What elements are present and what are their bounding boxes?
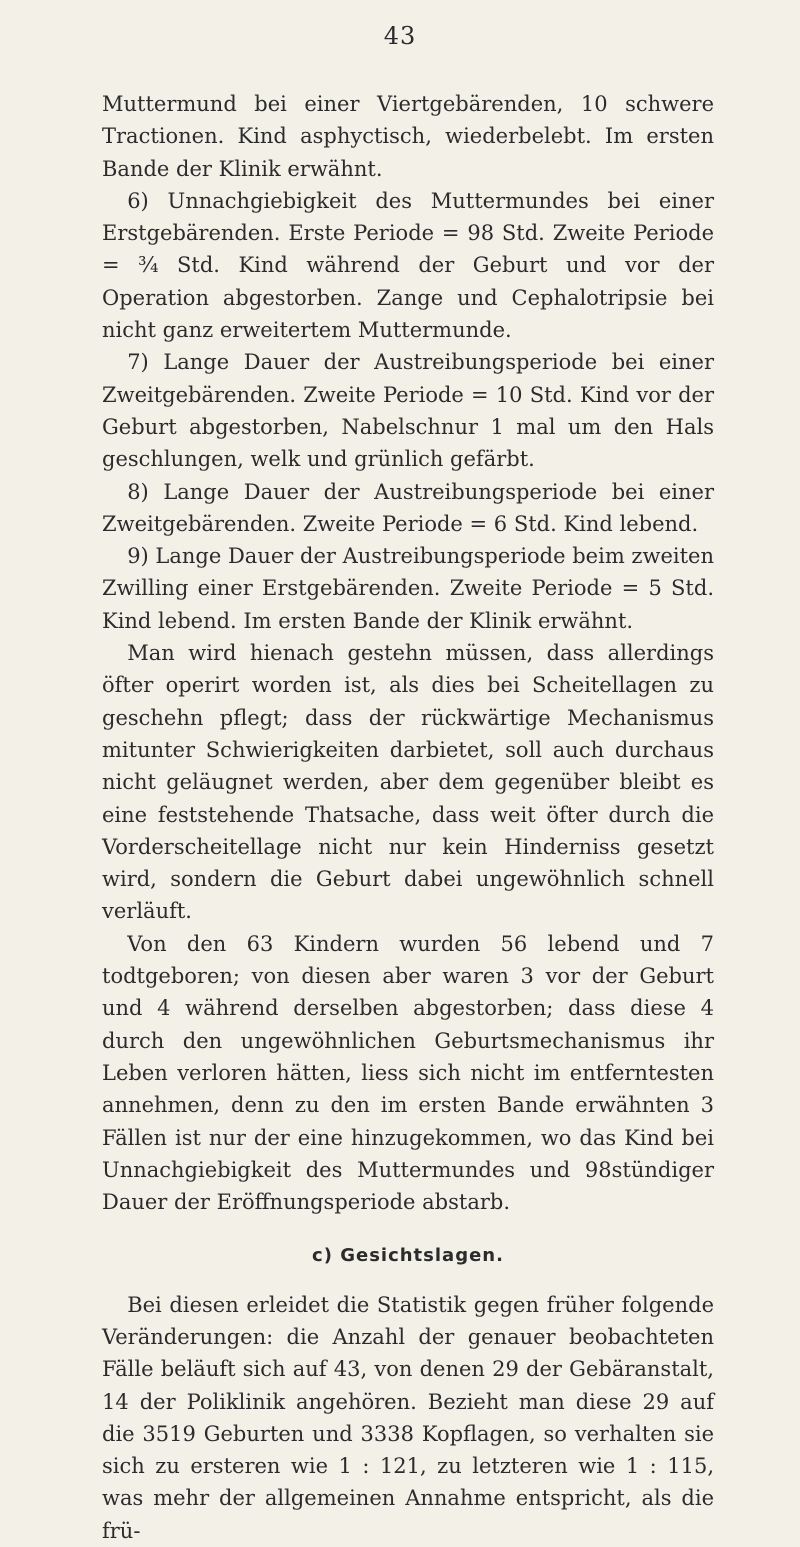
paragraph-outcomes: Von den 63 Kindern wurden 56 lebend und 7 todtgeboren; von diesen aber waren 3 vor der Geburt und 4 während derselben abgestorben; dass diese 4 durch den ungewöhnlichen Geburtsmechanismus ihr Leben verloren hätten, liess sich nicht im entferntesten annehmen, denn zu den im ersten Bande erwähnten 3 Fällen ist nur der eine hinzugekommen, wo das Kind bei Unnachgiebigkeit des Muttermundes und 98stündiger Dauer der Eröffnungsperiode abstarb. [102,931,714,1215]
body-text [102,88,714,1547]
paragraph-case-7: 7) Lange Dauer der Austreibungsperiode bei einer Zweitgebärenden. Zweite Periode = 10 Std. Kind vor der Geburt abgestorben, Nabelschnur 1 mal um den Hals geschlungen, welk und grünlich gefärbt. [102,350,714,472]
paragraph-face-presentations: Bei diesen erleidet die Statistik gegen früher folgende Veränderungen: die Anzahl der genauer beobachteten Fälle beläuft sich auf 43, von denen 29 der Gebäranstalt, 14 der Poliklinik angehören. Bezieht man diese 29 auf die 3519 Geburten und 3338 Kopflagen, so verhalten sie sich zu ersteren wie 1 : 121, zu letzteren wie 1 : 115, was mehr der allgemeinen Annahme entspricht, als die frü- [102,1292,714,1543]
paragraph-case-6: 6) Unnachgiebigkeit des Muttermundes bei einer Erstgebärenden. Erste Periode = 98 Std. Zweite Periode = ¾ Std. Kind während der Geburt und vor der Operation abgestorben. Zange und Cephalotripsie bei nicht ganz erweitertem Muttermunde. [102,188,714,343]
section-heading: c) Gesichtslagen. [312,1245,504,1267]
paragraph-case-8: 8) Lange Dauer der Austreibungsperiode bei einer Zweitgebärenden. Zweite Periode = 6 Std. Kind lebend. [102,479,714,536]
paragraph-case-9: 9) Lange Dauer der Austreibungsperiode beim zweiten Zwilling einer Erstgebärenden. Zweite Periode = 5 Std. Kind lebend. Im ersten Bande der Klinik erwähnt. [102,544,714,633]
page-number: 43 [383,22,417,50]
paragraph-continuation: Muttermund bei einer Viertgebärenden, 10 schwere Tractionen. Kind asphyctisch, wiederbelebt. Im ersten Bande der Klinik erwähnt. [102,92,714,181]
paragraph-discussion: Man wird hienach gestehn müssen, dass allerdings öfter operirt worden ist, als dies bei Scheitellagen zu geschehn pflegt; dass der rückwärtige Mechanismus mitunter Schwierigkeiten darbietet, soll auch durchaus nicht geläugnet werden, aber dem gegenüber bleibt es eine feststehende Thatsache, dass weit öfter durch die Vorderscheitellage nicht nur kein Hinderniss gesetzt wird, sondern die Geburt dabei ungewöhnlich schnell verläuft. [102,641,714,924]
